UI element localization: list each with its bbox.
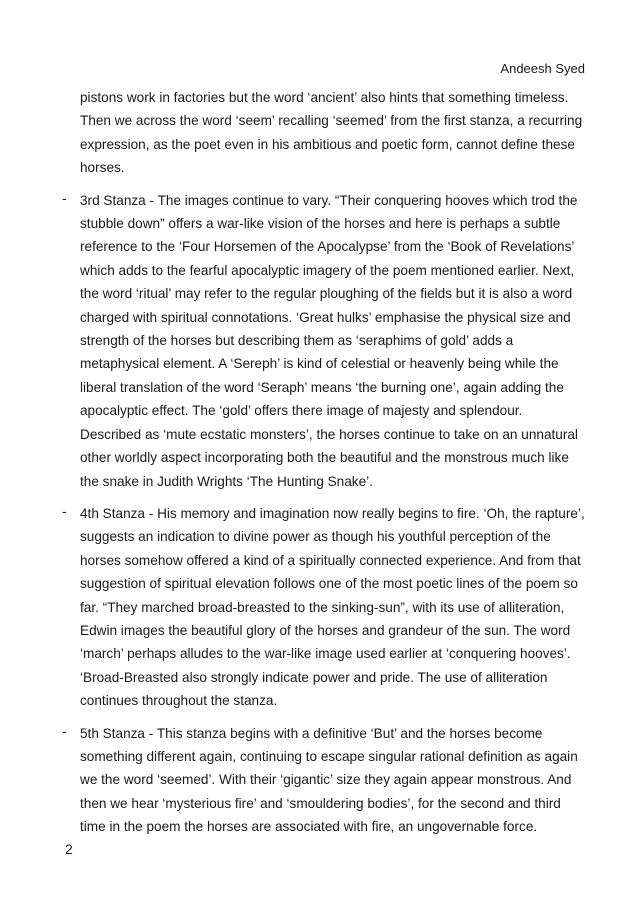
dash-bullet: - (62, 722, 67, 739)
paragraph-text: 3rd Stanza - The images continue to vary. “Their conquering hooves which trod the stubble down” offers a war-like vision of the horses and here is perhaps a subtle reference to the ‘Four Horsemen of the Apocalypse’ from the ‘Book of Revelations’ which adds to the fearful apocalyptic imagery of the poem mentioned earlier. Next, the word ‘ritual’ may refer to the regular ploughing of the fields but it is also a word charged with spiritual connotations. ‘Great hulks’ emphasise the physical size and strength of the horses but describing them as ‘seraphims of gold’ adds a metaphysical element. A ‘Sereph’ is kind of celestial or heavenly being while the liberal translation of the word ‘Seraph’ means ‘the burning one’, again adding the apocalyptic effect. The ‘gold’ offers there image of majesty and splendour. Described as ‘mute ecstatic monsters’, the horses continue to take on an unnatural other worldly aspect incorporating both the beautiful and the monstrous much like the snake in Judith Wrights ‘The Hunting Snake’. (80, 192, 578, 489)
paragraph-continuation (80, 86, 586, 180)
page-number: 2 (65, 841, 73, 857)
dash-bullet: - (62, 502, 67, 519)
dash-bullet: - (62, 189, 67, 206)
paragraph-stanza-4 (62, 502, 586, 713)
paragraph-text: 5th Stanza - This stanza begins with a definitive ‘But’ and the horses become something different again, continuing to escape singular rational definition as again we the word ‘seemed’. With their ‘gigantic’ size they again appear monstrous. And then we hear ‘mysterious fire’ and ‘smouldering bodies’, for the second and third time in the poem the horses are associated with fire, an ungovernable force. (80, 725, 578, 835)
page-header-author: Andeesh Syed (500, 61, 585, 76)
paragraph-text: 4th Stanza - His memory and imagination now really begins to fire. ‘Oh, the rapture’, suggests an indication to divine power as though his youthful perception of the horses somehow offered a kind of a spiritually connected experience. And from that suggestion of spiritual elevation follows one of the most poetic lines of the poem so far. “They marched broad-breasted to the sinking-sun”, with its use of alliteration, Edwin images the beautiful glory of the horses and grandeur of the sun. The word ‘march’ perhaps alludes to the war-like image used earlier at ‘conquering hooves’. ‘Broad-Breasted also strongly indicate power and pride. The use of alliteration continues throughout the stanza. (80, 505, 585, 709)
paragraph-stanza-5 (62, 722, 586, 839)
paragraph-stanza-3 (62, 189, 586, 493)
document-body (0, 86, 638, 848)
paragraph-text: pistons work in factories but the word ‘ancient’ also hints that something timeless. Then we across the word ‘seem’ recalling ‘seemed’ from the first stanza, a recurring expression, as the poet even in his ambitious and poetic form, cannot define these horses. (80, 90, 583, 176)
